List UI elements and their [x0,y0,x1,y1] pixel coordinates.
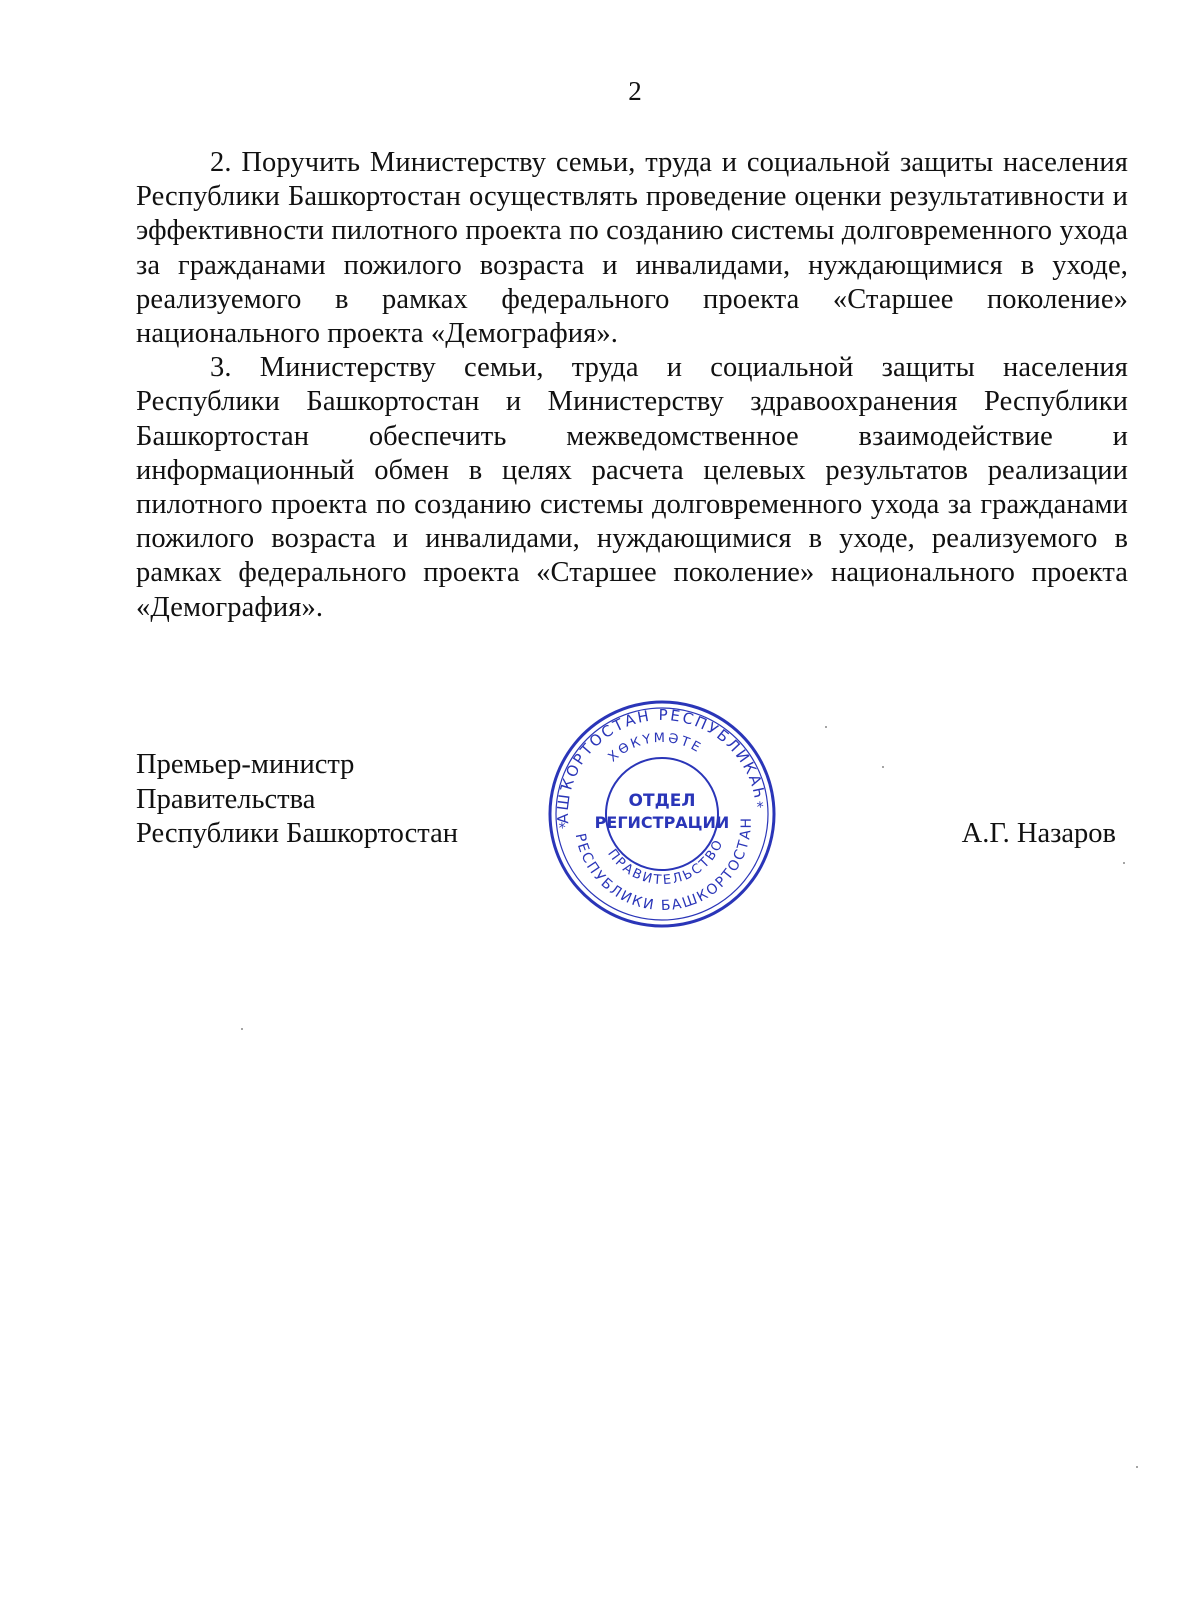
scan-speck [882,766,884,768]
signatory-position-line: Республики Башкортостан [136,818,458,849]
scan-speck [825,726,827,728]
seal-center-line-2: РЕГИСТРАЦИИ [594,813,730,832]
seal-outer-top-text: БАШҠОРТОСТАН РЕСПУБЛИКАҺЫ [553,705,770,825]
seal-inner-top-text: ХӨКҮМӘТЕ [605,730,705,766]
paragraph-3: 3. Министерству семьи, труда и социальной защиты населения Республики Башкортостан и Министерству здравоохранения Республики Башкортостан обеспечить межведомственное взаимодействие и информационный обмен в целях расчета целевых результатов реализации пилотного проекта по созданию системы долговременного ухода за гражданами пожилого возраста и инвалидами, нуждающимися в уходе, реализуемого в рамках федерального проекта «Старшее поколение» национального проекта «Демография». [136,352,1128,623]
page-number: 2 [628,76,642,106]
paragraph-2: 2. Поручить Министерству семьи, труда и социальной защиты населения Республики Башкортостан осуществлять проведение оценки результативности и эффективности пилотного проекта по созданию системы долговременного ухода за гражданами пожилого возраста и инвалидами, нуждающимися в уходе, реализуемого в рамках федерального проекта «Старшее поколение» национального проекта «Демография». [136,147,1128,350]
document-body [136,146,1128,625]
seal-center-line-1: ОТДЕЛ [628,791,696,811]
seal-graphic [546,698,778,930]
seal-outer-bottom-text: РЕСПУБЛИКИ БАШКОРТОСТАН [571,815,755,915]
scan-speck [1123,862,1125,864]
scan-speck [241,1028,243,1030]
signatory-position-line: Правительства [136,783,316,815]
government-seal-stamp [546,698,778,930]
signatory-position [136,748,458,852]
scan-speck [1136,1466,1138,1468]
seal-star-right-icon: * [756,799,765,817]
signatory-position-line: Премьер-министр [136,749,355,780]
seal-inner-bottom-text: ПРАВИТЕЛЬСТВО [604,836,728,889]
seal-star-left-icon: * [558,820,567,837]
signatory-name: А.Г. Назаров [961,818,1116,849]
